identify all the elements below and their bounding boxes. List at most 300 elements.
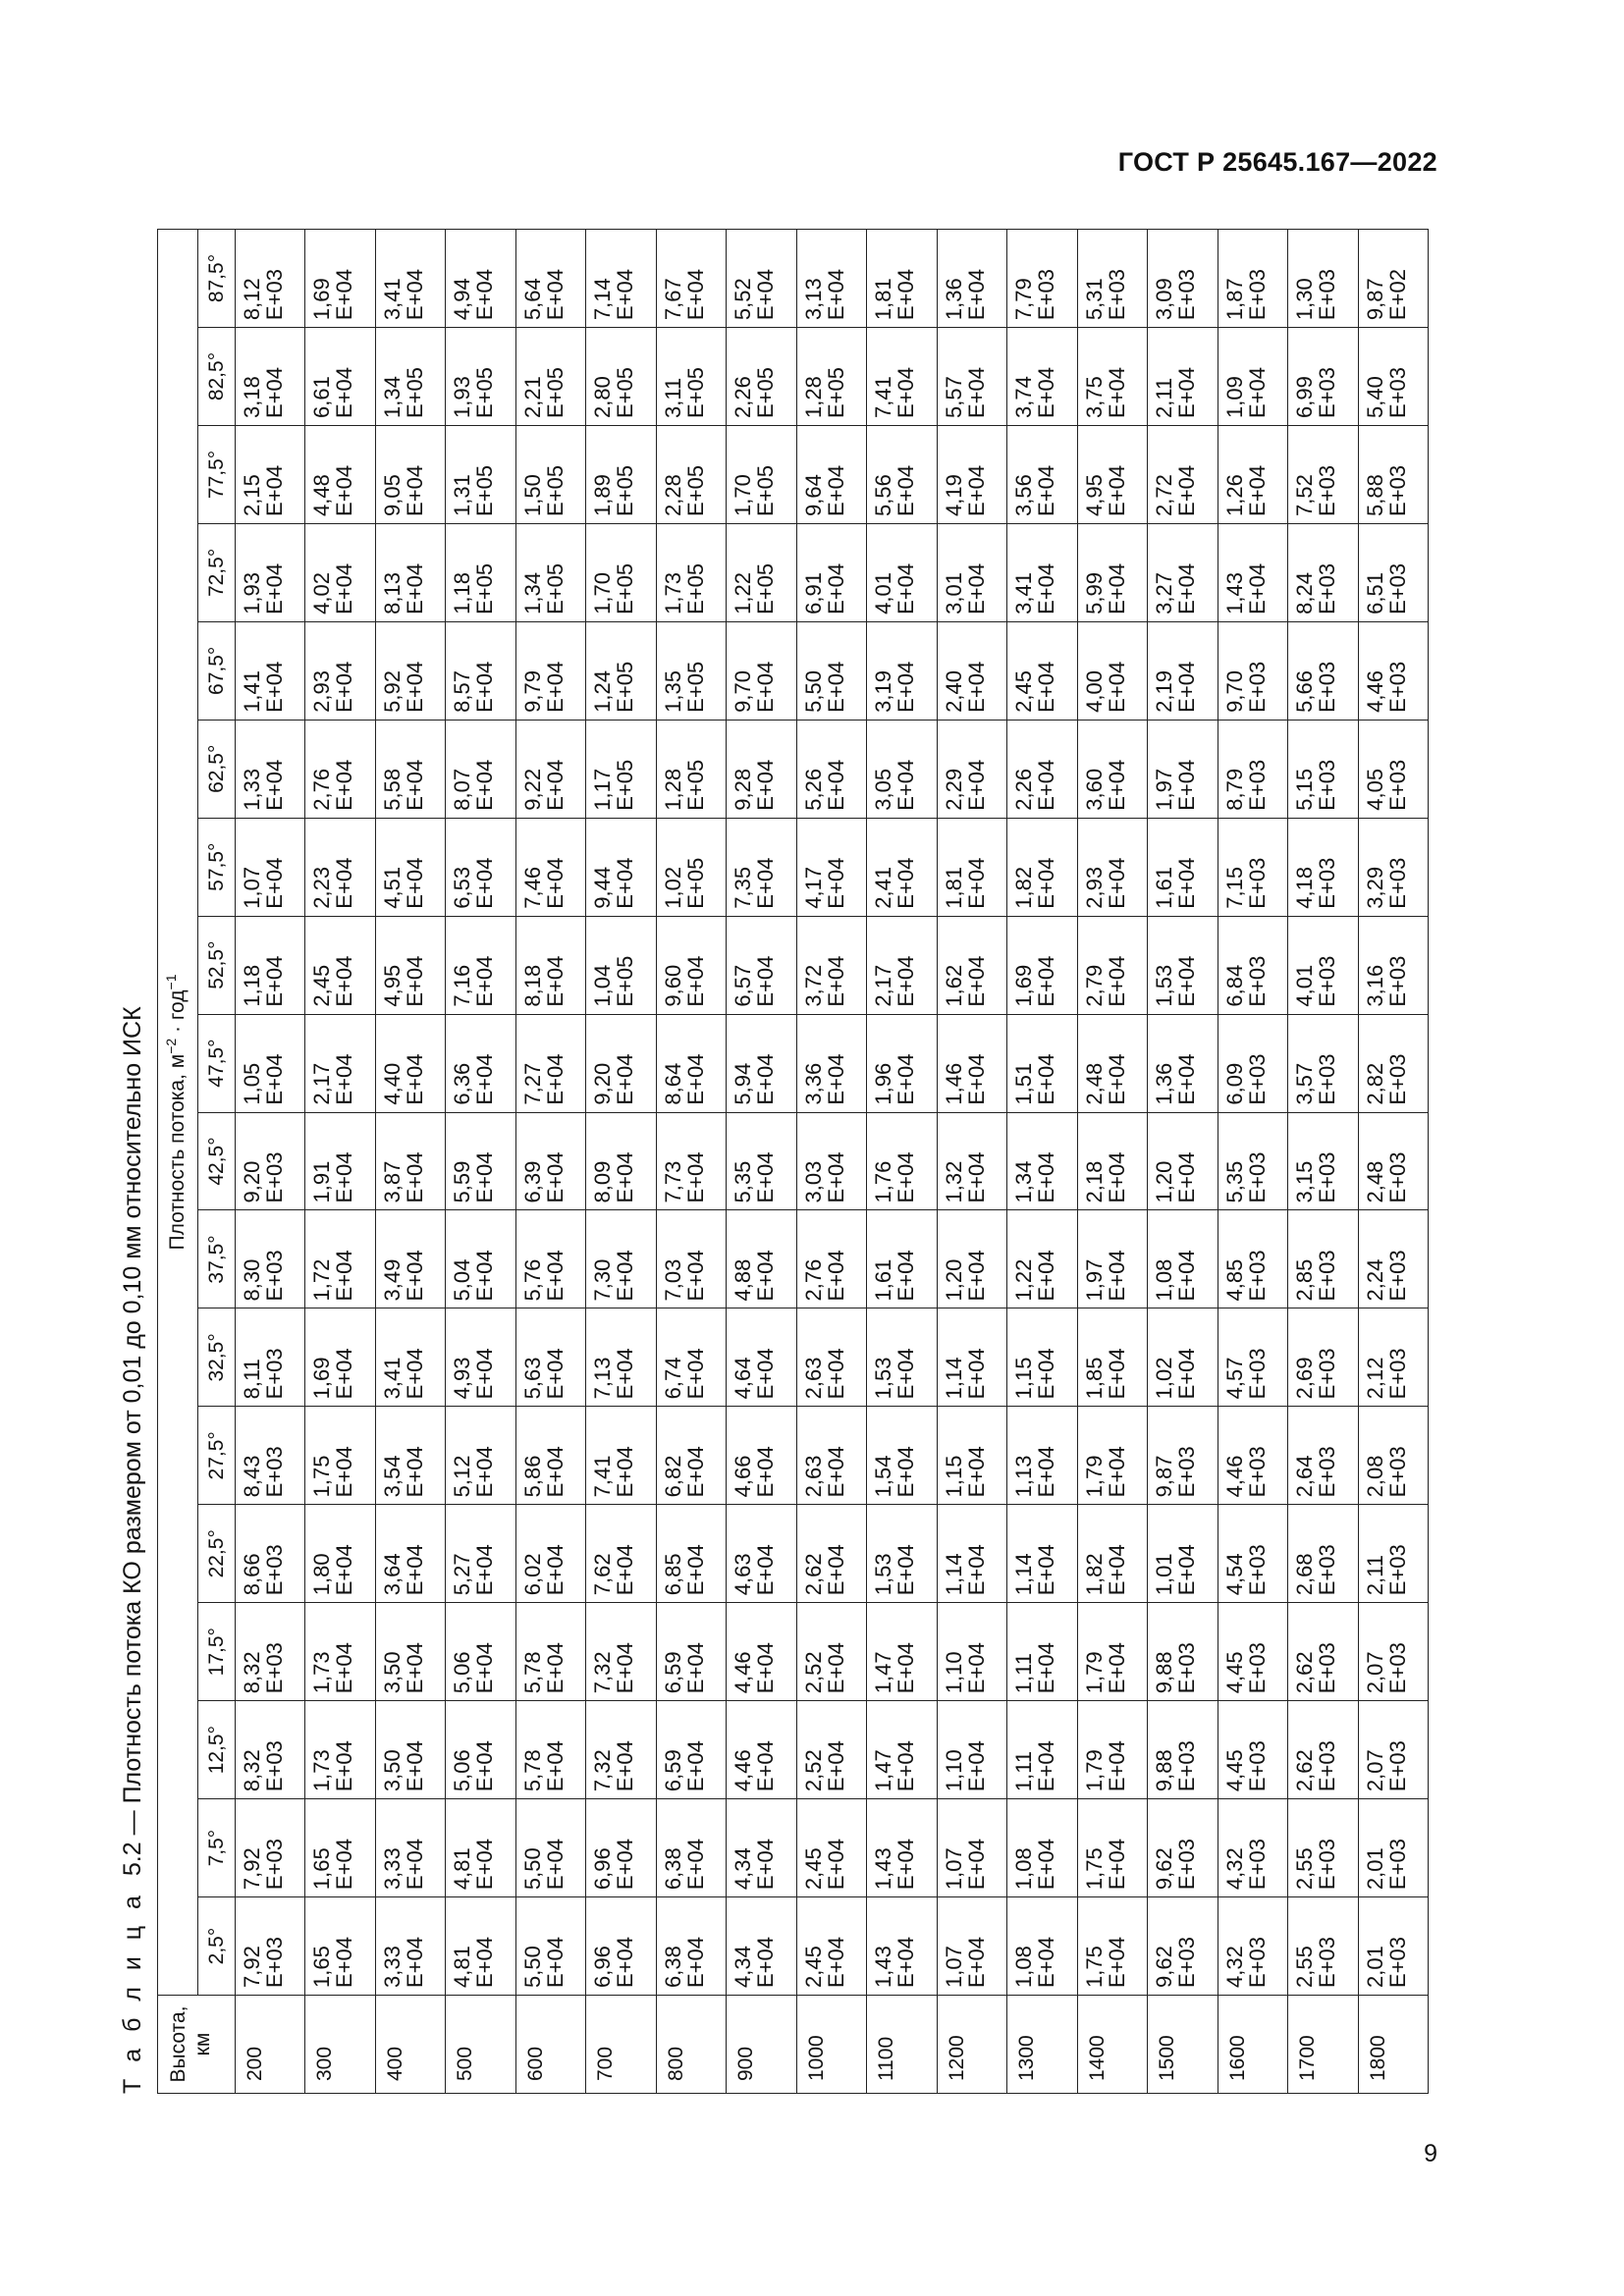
exponent: E+04 [332,464,357,516]
flux-value-cell [586,720,656,818]
flux-value-cell [1358,818,1429,916]
mantissa: 8,32 [240,1749,264,1792]
exponent: E+04 [613,1151,638,1203]
exponent: E+03 [262,269,287,321]
mantissa: 4,32 [1221,1847,1247,1891]
flux-value-cell [305,916,375,1014]
exponent: E+03 [1244,269,1270,321]
flux-value-cell [1077,1505,1147,1603]
mantissa: 1,10 [941,1749,966,1792]
flux-value-cell [1218,328,1287,426]
height-cell: 1600 [1218,1996,1287,2094]
exponent: E+04 [1034,1446,1059,1498]
mantissa: 1,34 [1011,1160,1037,1203]
mantissa: 3,41 [379,278,405,321]
mantissa: 3,16 [1362,964,1387,1007]
exponent: E+04 [472,1151,498,1203]
mantissa: 7,79 [1011,278,1037,321]
mantissa: 3,36 [800,1062,826,1105]
mantissa: 2,26 [1011,768,1037,811]
angle-header: 2,5° [198,1897,236,1996]
mantissa: 5,99 [1081,572,1107,614]
mantissa: 2,55 [1292,1847,1318,1891]
exponent: E+03 [1384,1446,1410,1498]
flux-value-cell [586,1701,656,1799]
flux-value-cell [1358,1308,1429,1407]
flux-value-cell [236,1308,305,1407]
mantissa: 7,32 [590,1749,616,1792]
flux-value-cell [1358,1897,1429,1996]
exponent: E+04 [682,1937,708,1988]
mantissa: 1,93 [240,572,264,614]
height-cell: 1500 [1148,1996,1218,2094]
flux-value-cell [305,523,375,621]
mantissa: 9,44 [590,866,616,909]
mantissa: 1,97 [1152,768,1177,811]
mantissa: 2,12 [1362,1357,1387,1400]
flux-value-cell [1218,230,1287,328]
flux-value-cell [1218,426,1287,524]
exponent: E+04 [893,269,919,321]
exponent: E+04 [402,1446,427,1498]
mantissa: 5,35 [1221,1160,1247,1203]
mantissa: 4,17 [800,866,826,909]
mantissa: 4,34 [731,1847,756,1891]
mantissa: 6,39 [519,1160,545,1203]
exponent: E+04 [402,1151,427,1203]
flux-value-cell [375,1210,445,1308]
flux-value-cell [796,1112,866,1210]
exponent: E+05 [753,464,779,516]
mantissa: 9,20 [240,1160,264,1203]
mantissa: 4,63 [731,1553,756,1596]
exponent: E+04 [682,955,708,1007]
mantissa: 1,13 [1011,1455,1037,1498]
flux-value-cell [656,916,726,1014]
exponent: E+03 [1315,661,1340,713]
mantissa: 2,76 [309,768,335,811]
exponent: E+04 [682,1151,708,1203]
mantissa: 4,95 [1081,474,1107,516]
exponent: E+04 [613,1053,638,1105]
table-row [867,230,937,2094]
mantissa: 7,16 [450,964,475,1007]
flux-value-cell [446,1308,515,1407]
flux-value-cell [727,1897,796,1996]
flux-value-cell [236,1112,305,1210]
exponent: E+04 [963,1250,989,1302]
exponent: E+04 [1034,1937,1059,1988]
mantissa: 5,04 [450,1258,475,1302]
flux-value-cell [446,1897,515,1996]
mantissa: 1,15 [941,1455,966,1498]
flux-value-cell [1007,1701,1077,1799]
mantissa: 5,50 [519,1946,545,1988]
flux-value-cell [937,1603,1006,1701]
mantissa: 5,64 [519,278,545,321]
flux-value-cell [867,1701,937,1799]
mantissa: 4,64 [731,1357,756,1400]
height-cell: 200 [236,1996,305,2094]
mantissa: 4,46 [731,1651,756,1694]
exponent: E+03 [1315,1937,1340,1988]
exponent: E+04 [542,1642,568,1694]
exponent: E+04 [1244,367,1270,418]
exponent: E+04 [753,1839,779,1891]
flux-value-cell [1218,1407,1287,1505]
exponent: E+04 [893,1151,919,1203]
mantissa: 1,28 [800,376,826,418]
flux-value-cell [236,230,305,328]
mantissa: 6,85 [660,1553,685,1596]
flux-value-cell [796,1308,866,1407]
flux-value-cell [727,1014,796,1112]
mantissa: 5,76 [519,1258,545,1302]
flux-value-cell [1288,1407,1358,1505]
mantissa: 2,17 [871,964,896,1007]
flux-value-cell [305,1210,375,1308]
table-caption [115,1006,154,2094]
flux-value-cell [586,1308,656,1407]
mantissa: 3,64 [379,1553,405,1596]
exponent: E+04 [963,1839,989,1891]
exponent: E+04 [613,1544,638,1596]
flux-value-cell [1007,1505,1077,1603]
exponent: E+04 [542,1151,568,1203]
mantissa: 8,07 [450,768,475,811]
mantissa: 5,92 [379,669,405,713]
mantissa: 6,84 [1221,964,1247,1007]
exponent: E+05 [682,464,708,516]
exponent: E+04 [332,955,357,1007]
mantissa: 1,47 [871,1749,896,1792]
flux-value-cell [236,1407,305,1505]
flux-value-cell [1148,720,1218,818]
exponent: E+04 [963,269,989,321]
flux-value-cell [446,1210,515,1308]
mantissa: 5,31 [1081,278,1107,321]
flux-value-cell [305,328,375,426]
flux-value-cell [586,1014,656,1112]
mantissa: 1,53 [1152,964,1177,1007]
exponent: E+04 [1174,955,1200,1007]
mantissa: 1,82 [1081,1553,1107,1596]
flux-value-cell [1288,1210,1358,1308]
mantissa: 3,13 [800,278,826,321]
exponent: E+04 [402,857,427,909]
mantissa: 7,14 [590,278,616,321]
exponent: E+04 [262,1053,287,1105]
mantissa: 5,59 [450,1160,475,1203]
flux-value-cell [236,426,305,524]
flux-value-cell [515,720,585,818]
flux-value-cell [305,621,375,720]
exponent: E+04 [823,562,848,614]
exponent: E+03 [1244,1740,1270,1792]
exponent: E+04 [682,1740,708,1792]
flux-value-cell [446,916,515,1014]
flux-value-cell [937,1701,1006,1799]
flux-value-cell [867,523,937,621]
mantissa: 9,20 [590,1062,616,1105]
mantissa: 4,66 [731,1455,756,1498]
table-row [1358,230,1429,2094]
exponent: E+04 [823,1348,848,1400]
exponent: E+04 [1104,464,1129,516]
exponent: E+04 [1104,1348,1129,1400]
mantissa: 1,15 [1011,1357,1037,1400]
angle-header: 42,5° [198,1112,236,1210]
flux-value-cell [305,1799,375,1897]
flux-value-cell [446,1701,515,1799]
exponent: E+04 [542,759,568,811]
exponent: E+04 [332,269,357,321]
exponent: E+04 [262,464,287,516]
exponent: E+04 [402,661,427,713]
exponent: E+04 [893,661,919,713]
mantissa: 4,94 [450,278,475,321]
flux-value-cell [236,1210,305,1308]
exponent: E+04 [963,1053,989,1105]
flux-value-cell [236,1014,305,1112]
mantissa: 1,11 [1011,1653,1037,1694]
flux-value-cell [1077,230,1147,328]
flux-value-cell [236,1603,305,1701]
mantissa: 1,70 [731,474,756,516]
exponent: E+04 [963,661,989,713]
mantissa: 3,56 [1011,474,1037,516]
mantissa: 4,46 [1362,669,1387,713]
mantissa: 3,41 [1011,572,1037,614]
flux-value-cell [1288,1799,1358,1897]
flux-value-cell [1288,1308,1358,1407]
flux-value-cell [796,426,866,524]
table-row [937,230,1006,2094]
flux-value-cell [727,1603,796,1701]
exponent: E+04 [963,857,989,909]
exponent: E+03 [1244,857,1270,909]
exponent: E+05 [682,562,708,614]
flux-value-cell [305,720,375,818]
flux-value-cell [586,1799,656,1897]
exponent: E+04 [823,955,848,1007]
flux-value-cell [236,621,305,720]
flux-value-cell [937,1799,1006,1897]
flux-value-cell [867,1014,937,1112]
flux-value-cell [305,1603,375,1701]
angle-header: 32,5° [198,1308,236,1407]
mantissa: 1,75 [1081,1847,1107,1891]
mantissa: 6,38 [660,1946,685,1988]
flux-value-cell [1288,1701,1358,1799]
flux-value-cell [727,1407,796,1505]
mantissa: 1,31 [450,474,475,516]
flux-value-cell [1218,916,1287,1014]
exponent: E+03 [1244,1053,1270,1105]
exponent: E+04 [823,1544,848,1596]
exponent: E+04 [402,1740,427,1792]
mantissa: 3,75 [1081,376,1107,418]
exponent: E+04 [542,1740,568,1792]
exponent: E+05 [613,955,638,1007]
flux-value-cell [1077,720,1147,818]
mantissa: 1,30 [1292,278,1318,321]
flux-value-cell [375,523,445,621]
mantissa: 6,36 [450,1062,475,1105]
exponent: E+04 [682,1250,708,1302]
exponent: E+03 [1315,1642,1340,1694]
mantissa: 2,76 [800,1258,826,1302]
exponent: E+04 [893,464,919,516]
table-body [236,230,1429,2094]
exponent: E+03 [262,1544,287,1596]
exponent: E+03 [262,1348,287,1400]
table-row [1077,230,1147,2094]
flux-value-cell [656,1112,726,1210]
mantissa: 4,00 [1081,669,1107,713]
mantissa: 3,27 [1152,572,1177,614]
mantissa: 8,32 [240,1651,264,1694]
flux-value-cell [656,1210,726,1308]
flux-value-cell [1148,1308,1218,1407]
exponent: E+03 [1384,1839,1410,1891]
mantissa: 2,01 [1362,1946,1387,1988]
exponent: E+05 [472,464,498,516]
exponent: E+04 [1034,1348,1059,1400]
mantissa: 3,29 [1362,866,1387,909]
flux-value-cell [867,230,937,328]
flux-value-cell [796,720,866,818]
mantissa: 6,57 [731,964,756,1007]
angle-header: 37,5° [198,1210,236,1308]
mantissa: 5,06 [450,1651,475,1694]
exponent: E+04 [682,269,708,321]
mantissa: 2,68 [1292,1553,1318,1596]
flux-value-cell [656,1505,726,1603]
flux-value-cell [1077,1014,1147,1112]
rotated-table-block [115,229,1431,2094]
exponent: E+04 [1034,367,1059,418]
flux-value-cell [727,1799,796,1897]
exponent: E+04 [613,1642,638,1694]
flux-value-cell [727,426,796,524]
flux-value-cell [1007,916,1077,1014]
exponent: E+03 [1244,1937,1270,1988]
flux-value-cell [446,230,515,328]
mantissa: 1,14 [941,1357,966,1400]
mantissa: 1,51 [1011,1062,1037,1105]
flux-value-cell [515,1505,585,1603]
flux-value-cell [305,1897,375,1996]
exponent: E+04 [332,661,357,713]
flux-value-cell [375,1897,445,1996]
mantissa: 2,55 [1292,1946,1318,1988]
height-cell: 1300 [1007,1996,1077,2094]
mantissa: 3,87 [379,1160,405,1203]
mantissa: 3,60 [1081,768,1107,811]
mantissa: 1,10 [941,1651,966,1694]
mantissa: 2,45 [1011,669,1037,713]
exponent: E+05 [542,464,568,516]
mantissa: 5,58 [379,768,405,811]
mantissa: 3,33 [379,1946,405,1988]
exponent: E+04 [1174,661,1200,713]
exponent: E+04 [1174,1544,1200,1596]
flux-value-cell [796,1897,866,1996]
flux-value-cell [867,426,937,524]
table-row [586,230,656,2094]
mantissa: 2,52 [800,1651,826,1694]
flux-value-cell [236,720,305,818]
flux-value-cell [1007,1799,1077,1897]
mantissa: 8,57 [450,669,475,713]
exponent: E+04 [262,955,287,1007]
exponent: E+04 [402,1348,427,1400]
exponent: E+05 [682,661,708,713]
exponent: E+04 [472,1544,498,1596]
flux-value-cell [1077,1112,1147,1210]
flux-value-cell [236,916,305,1014]
mantissa: 4,01 [1292,964,1318,1007]
mantissa: 1,14 [941,1553,966,1596]
flux-value-cell [1358,1014,1429,1112]
mantissa: 3,09 [1152,278,1177,321]
angle-header: 77,5° [198,426,236,524]
flux-value-cell [1077,621,1147,720]
mantissa: 6,96 [590,1847,616,1891]
exponent: E+04 [472,955,498,1007]
exponent: E+04 [1174,367,1200,418]
mantissa: 1,34 [519,572,545,614]
mantissa: 1,85 [1081,1357,1107,1400]
exponent: E+04 [542,661,568,713]
mantissa: 1,91 [309,1160,335,1203]
mantissa: 1,09 [1221,376,1247,418]
exponent: E+04 [753,955,779,1007]
mantissa: 4,88 [731,1258,756,1302]
exponent: E+04 [262,367,287,418]
flux-value-cell [867,1603,937,1701]
exponent: E+03 [1315,269,1340,321]
exponent: E+04 [753,1642,779,1694]
table-row [1148,230,1218,2094]
flux-value-cell [1358,621,1429,720]
flux-value-cell [867,1112,937,1210]
flux-value-cell [515,1407,585,1505]
mantissa: 1,43 [1221,572,1247,614]
exponent: E+04 [1034,464,1059,516]
flux-value-cell [1358,1210,1429,1308]
mantissa: 7,46 [519,866,545,909]
exponent: E+04 [963,1642,989,1694]
mantissa: 3,50 [379,1651,405,1694]
angle-header: 27,5° [198,1407,236,1505]
exponent: E+04 [613,1348,638,1400]
exponent: E+04 [402,955,427,1007]
flux-value-cell [515,1112,585,1210]
exponent: E+04 [893,955,919,1007]
mantissa: 2,28 [660,474,685,516]
exponent: E+04 [1034,955,1059,1007]
mantissa: 4,40 [379,1062,405,1105]
height-cell: 600 [515,1996,585,2094]
mantissa: 4,32 [1221,1946,1247,1988]
mantissa: 8,66 [240,1553,264,1596]
exponent: E+04 [472,1348,498,1400]
table-row [375,230,445,2094]
exponent: E+04 [893,1348,919,1400]
exponent: E+04 [472,1642,498,1694]
